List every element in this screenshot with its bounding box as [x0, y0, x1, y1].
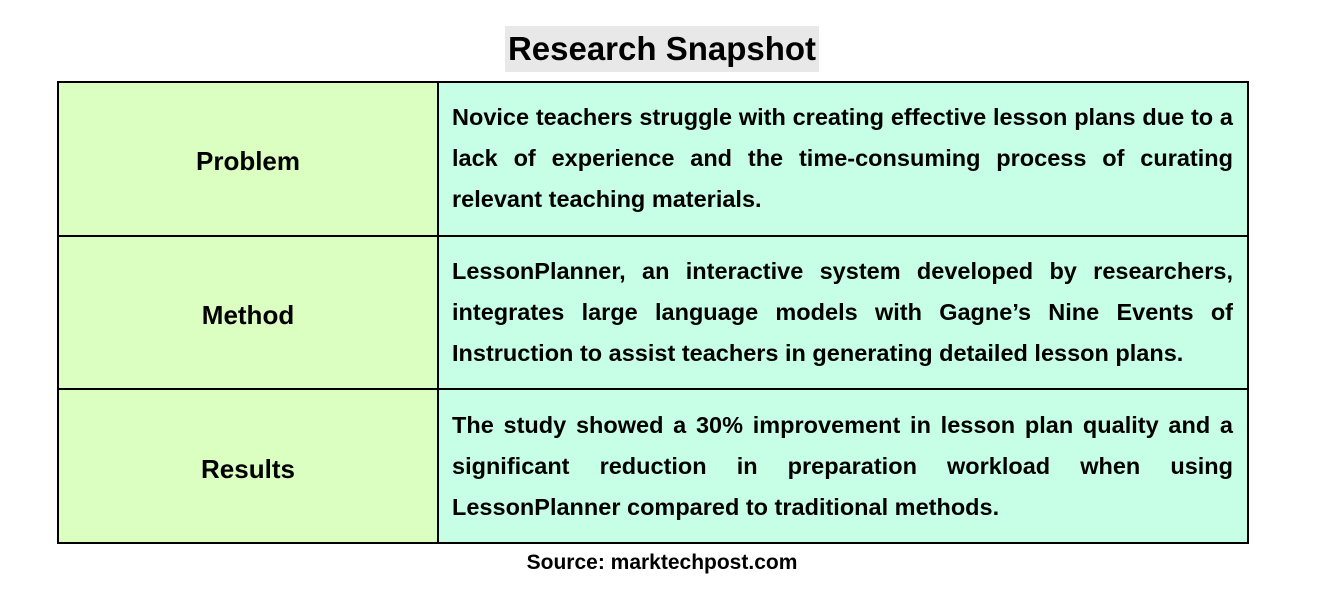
- row-text: Novice teachers struggle with creating effective lesson plans due to a lack of experience and the time-consuming process of curating relevant teaching materials.: [438, 82, 1248, 236]
- row-text: LessonPlanner, an interactive system developed by researchers, integrates large language models with Gagne’s Nine Events of Instruction to assist teachers in generating detailed lesson plans.: [438, 236, 1248, 390]
- table-row-results: [58, 389, 1248, 543]
- row-label-cell: [58, 389, 438, 543]
- row-label: Results: [201, 453, 295, 484]
- row-label: Method: [201, 299, 295, 330]
- table-row-problem: [58, 82, 1248, 236]
- table-row-method: [58, 236, 1248, 390]
- title-container: [0, 26, 1324, 72]
- row-label-cell: [58, 236, 438, 390]
- snapshot-table: [57, 81, 1249, 544]
- row-label: Problem: [195, 146, 301, 177]
- source-caption: Source: marktechpost.com: [526, 551, 798, 574]
- row-text: The study showed a 30% improvement in lesson plan quality and a significant reduction in preparation workload when using LessonPlanner compared to traditional methods.: [438, 389, 1248, 543]
- page-title: Research Snapshot: [505, 26, 819, 72]
- row-label-cell: [58, 82, 438, 236]
